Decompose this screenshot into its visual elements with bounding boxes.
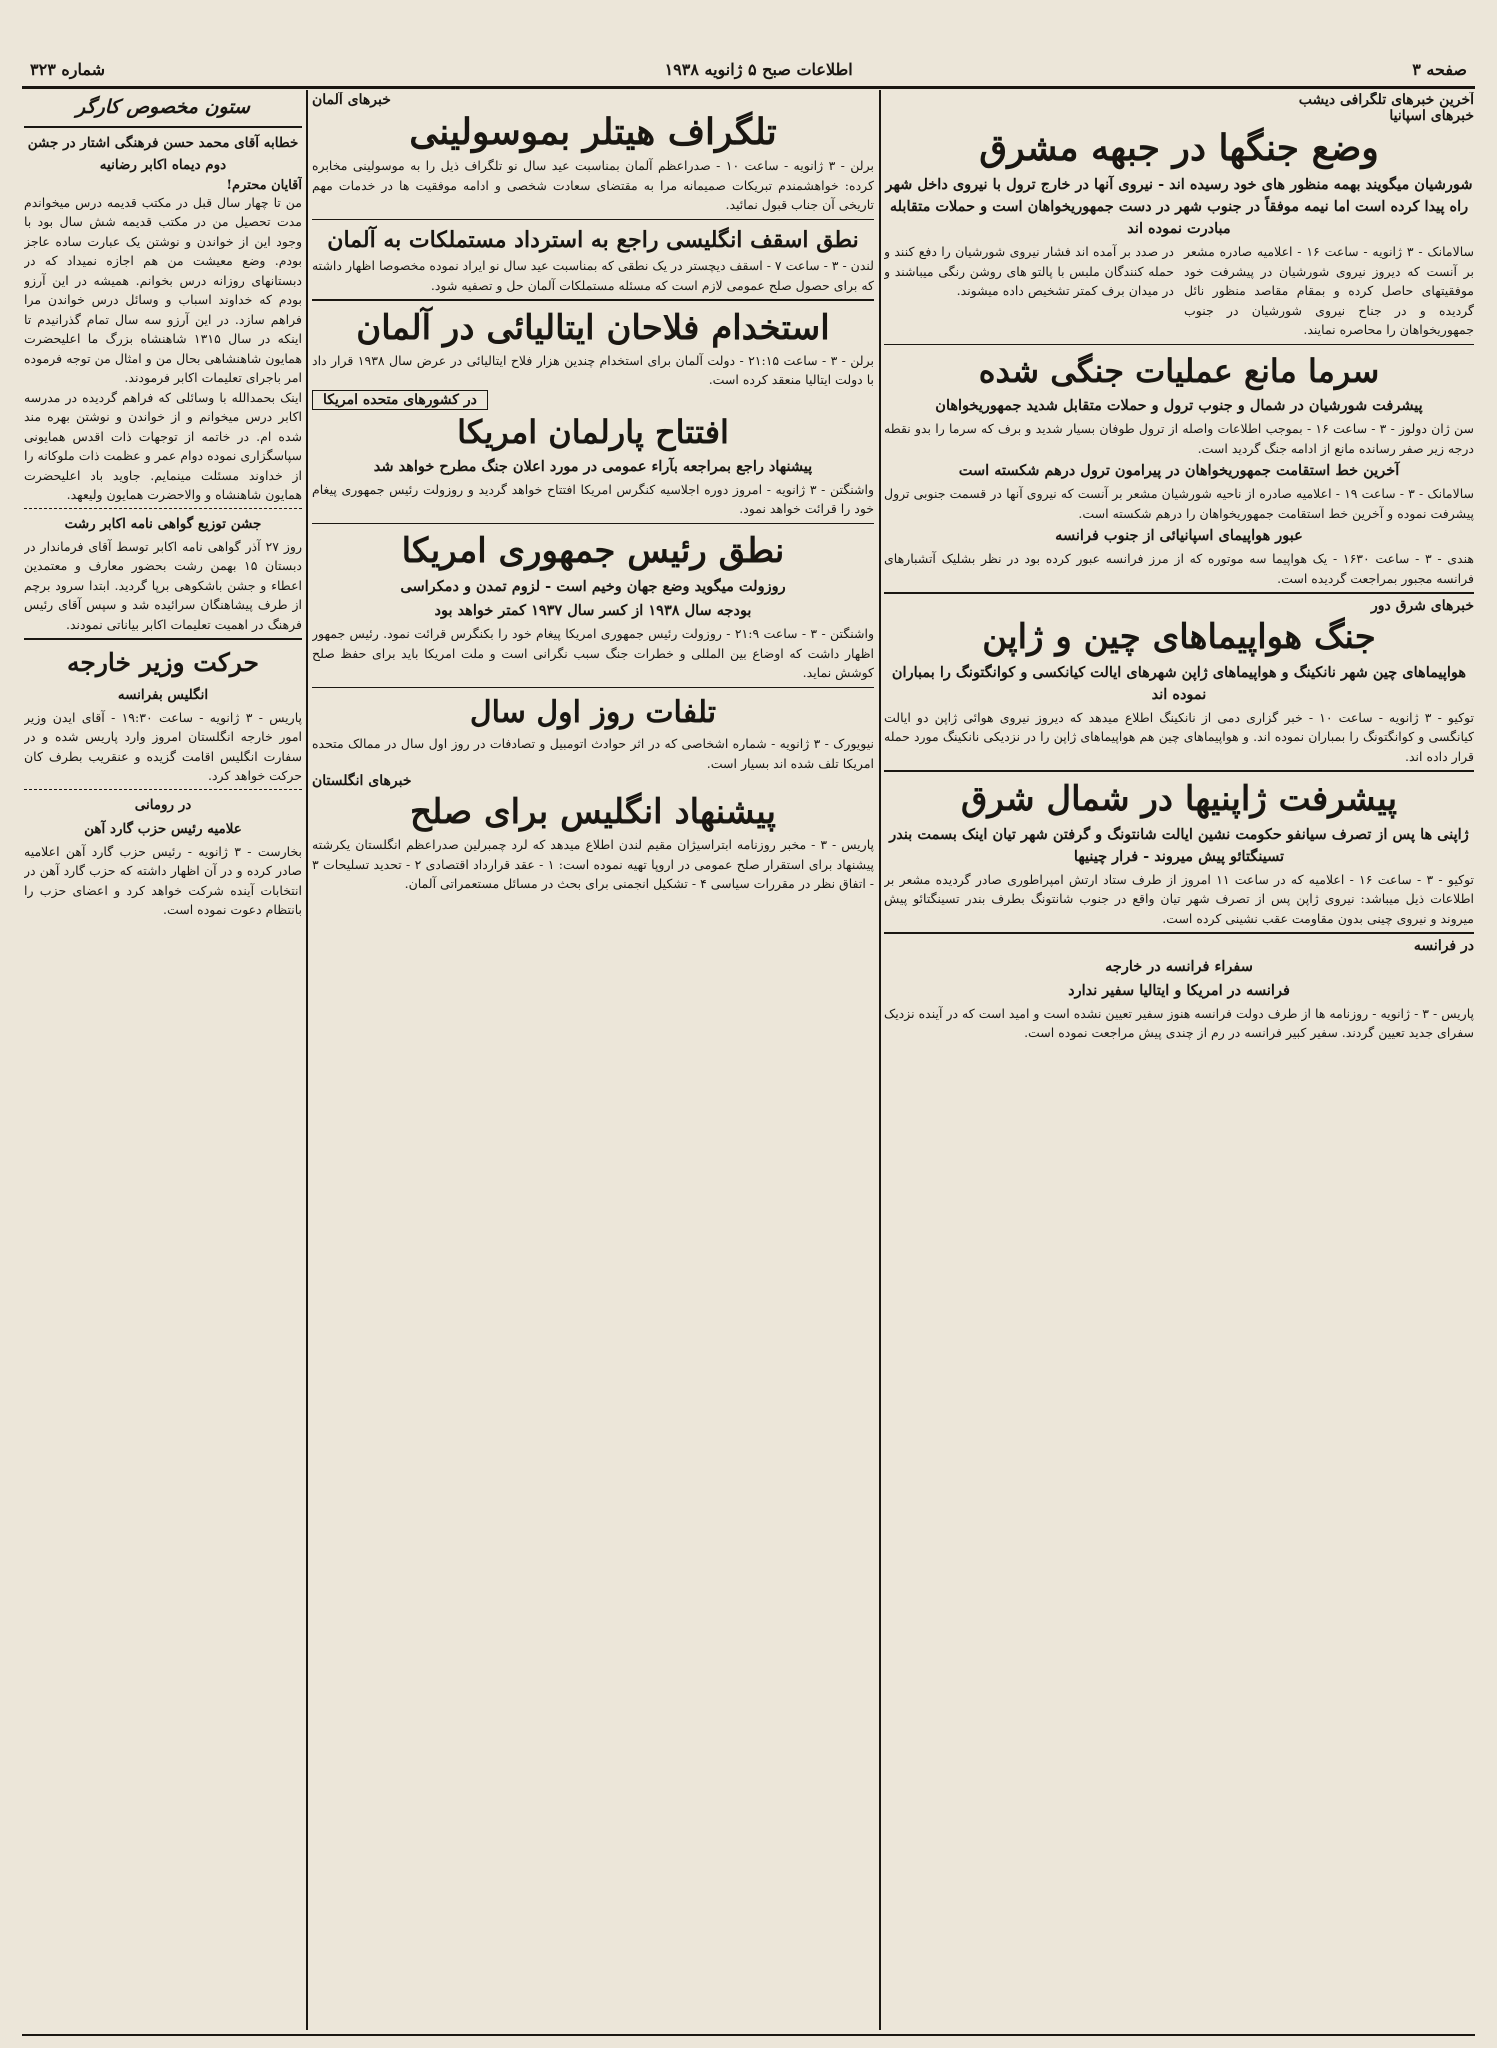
left-column bbox=[24, 92, 302, 2042]
headline-bishop-speech: نطق اسقف انگلیسی راجع به استرداد مستملکات به آلمان bbox=[327, 227, 859, 253]
divider bbox=[884, 770, 1474, 772]
divider bbox=[24, 789, 302, 791]
divider bbox=[24, 508, 302, 510]
story-plane: هندی - ۳ - ساعت ۱۶۳۰ - یک هواپیما سه موتوره که از مرز فرانسه عبور کرده بود در نظر بشلیک آتشبارهای فرانسه مجبور بمراجعت گردیده است. bbox=[884, 551, 1474, 586]
subhead-no-ambassador: فرانسه در امریکا و ایتالیا سفیر ندارد bbox=[1068, 981, 1290, 999]
headline-air-war: جنگ هواپیماهای چین و ژاپن bbox=[982, 616, 1376, 657]
subhead-budget: بودجه سال ۱۹۳۸ از کسر سال ۱۹۳۷ کمتر خواهد بود bbox=[434, 602, 752, 619]
headline-foreign-minister: حرکت وزیر خارجه bbox=[66, 647, 259, 677]
story-iron-guard: بخارست - ۳ ژانویه - رئیس حزب گارد آهن اعلامیه صادر کرده و در آن اظهار داشته که حزب گارد آهن در انتخابات آینده شرکت خواهد کرد و اعضای حزب را بانتظام دعوت نموده است. bbox=[24, 843, 302, 917]
subhead-congress: پیشنهاد راجع بمراجعه بآراء عمومی در مورد اعلان جنگ مطرح خواهد شد bbox=[373, 457, 813, 475]
divider bbox=[24, 126, 302, 128]
column-rule-right bbox=[879, 90, 881, 2030]
subhead-plane: عبور هواپیمای اسپانیائی از جنوب فرانسه bbox=[1055, 527, 1303, 544]
masthead-rule bbox=[22, 86, 1475, 89]
divider bbox=[312, 687, 874, 689]
headline-peace-proposal: پیشنهاد انگلیس برای صلح bbox=[410, 792, 776, 832]
headline-italian-farmers: استخدام فلاحان ایتالیائی در آلمان bbox=[356, 307, 830, 348]
divider bbox=[884, 344, 1474, 346]
story-peace-proposal: پاریس - ۳ - مخبر روزنامه ابتراسیژان مقیم لندن اطلاع میدهد که لرد چمبرلین صدراعظم انگلستان یکرشته پیشنهاد برای استقرار صلح عمومی در اروپا تهیه نموده است: ۱ - عقد قرارداد اقتصادی ۲ - تحدید تسلیحات ۳ - اتفاق نظر در مقررات سیاسی ۴ - تشکیل انجمنی برای بحث در مسائل مستعمراتی آلمان. bbox=[312, 837, 874, 891]
story-last-line: سالامانک - ۳ - ساعت ۱۹ - اعلامیه صادره از ناحیه شورشیان مشعر بر آنست که نیروی آنها در قسمت جنوبی ترول پیشرفت نموده و آخرین خط استقامت جمهوریخواهان را درهم شکسته است. bbox=[884, 486, 1474, 521]
story-foreign-minister: پاریس - ۳ ژانویه - ساعت ۱۹:۳۰ - آقای ایدن وزیر امور خارجه انگلستان امروز وارد پاریس شده و در سفارت انگلیس اقامت گزیده و عنقریب بطرف کان حرکت خواهد کرد. bbox=[24, 709, 302, 783]
story-bishop-speech: لندن - ۳ - ساعت ۷ - اسقف دیچستر در یک نطقی که بمناسبت عید سال نو ایراد نموده مخصوصا اظهار داشته که برای حصول صلح عمومی لازم است که مسئله مستملکات آلمان حل و تصفیه شود. bbox=[312, 258, 874, 293]
story-eastern-front-a: سالامانک - ۳ ژانویه - ساعت ۱۶ - اعلامیه صادره مشعر بر آنست که دیروز نیروی شورشیان در پیشرفت خود موفقیتهای حاصل کرده و بمقام مقاصد منظور نائل گردیده و در جناح نیروی شورشیان در جنوب جمهوریخواهان را محاصره نمایند. bbox=[1184, 244, 1474, 337]
section-spain: خبرهای اسپانیا bbox=[1389, 108, 1474, 124]
letter-title: خطابه آقای محمد حسن فرهنگی اشتار در جشن دوم دیماه اکابر رضانیه bbox=[27, 134, 299, 173]
headline-casualties: تلفات روز اول سال bbox=[469, 695, 717, 730]
headline-hitler-telegram: تلگراف هیتلر بموسولینی bbox=[409, 111, 777, 153]
section-france: در فرانسه bbox=[1413, 937, 1474, 954]
masthead bbox=[30, 56, 1467, 82]
divider bbox=[884, 592, 1474, 594]
section-england: خبرهای انگلستان bbox=[312, 773, 412, 789]
bottom-rule bbox=[22, 2034, 1475, 2036]
headline-japan-advance: پیشرفت ژاپنیها در شمال شرق bbox=[960, 778, 1398, 819]
story-roosevelt: واشنگتن - ۳ - ساعت ۲۱:۹ - روزولت رئیس جمهوری امریکا پیغام خود را بکنگرس قرائت نمود. رئیس جمهور اظهار داشت که اوضاع بین المللی و خطرات جنگ سبب نگرانی است و ملت امریکا باید برای حفظ صلح کوشش نماید. bbox=[312, 626, 874, 680]
divider bbox=[312, 299, 874, 301]
subhead-japan-advance: ژاپنی ها پس از تصرف سیانفو حکومت نشین ایالت شانتونگ و گرفتن شهر تیان اینک بسمت بندر تسینگتائو پیش میروند - فرار چینیها bbox=[889, 825, 1469, 865]
story-cold: سن ژان دولوز - ۳ - ساعت ۱۶ - بموجب اطلاعات واصله از ترول طوفان بسیار شدید و برف که سرما را بدو نقطه درجه زیر صفر رسانده مانع از ادامه جنگ گردید است. bbox=[884, 421, 1474, 456]
story-rasht: روز ۲۷ آذر گواهی نامه اکابر توسط آقای فرماندار در دبستان ۱۵ بهمن رشت بحضور معارف و معتمدین اعطاء و جشن باشکوهی برپا گردید. ابتدا سرود برچم از طرف پیشاهنگان سرائیده شد و سپس آقای رئیس فرهنگ در اهمیت تعلیمات اکابر بیاناتی نمودند. bbox=[24, 538, 302, 632]
subhead-air-war: هواپیماهای چین شهر نانکینگ و هواپیماهای ژاپن شهرهای ایالت کیانکسی و کوانگتونگ را بمباران نموده اند bbox=[891, 663, 1467, 703]
subhead-cold: پیشرفت شورشیان در شمال و جنوب ترول و حملات متقابل شدید جمهوریخواهان bbox=[935, 397, 1423, 414]
story-casualties: نیویورک - ۳ ژانویه - شماره اشخاصی که در اثر حوادث اتومبیل و تصادفات در روز اول سال در ممالک متحده امریکا تلف شده اند بسیار است. bbox=[312, 736, 874, 771]
middle-column bbox=[312, 92, 874, 2042]
story-congress: واشنگتن - ۳ ژانویه - امروز دوره اجلاسیه کنگرس امریکا افتتاح خواهد گردید و روزولت رئیس جمهوری پیغام خود را قرائت خواهد نمود. bbox=[312, 481, 874, 516]
headline-congress: افتتاح پارلمان امریکا bbox=[457, 412, 729, 451]
right-column bbox=[884, 92, 1474, 2042]
headline-roosevelt: نطق رئیس جمهوری امریکا bbox=[401, 531, 785, 571]
divider bbox=[312, 219, 874, 221]
subhead-eastern-front: شورشیان میگویند بهمه منظور های خود رسیده اند - نیروی آنها در خارج ترول با نیروی داخل شهر راه پیدا کرده است اما نیمه موفقاً در جنوب شهر در دست جمهوریخواهان است و حملات متقابله مبادرت نموده اند bbox=[885, 176, 1473, 237]
speech-body-1: من تا چهار سال قبل در مکتب قدیمه درس میخواندم مدت تحصیل من در مکتب قدیمه شش سال بود با وجود این از خواندن و نوشتن یک عبارت ساده عاجز بودم. وضع معیشت من هم اجازه نمیداد که در دبستانهای روزانه درس بخوانم. همیشه در این آرزو بودم که خداوند اسباب و وسائل درس خواندن مرا فراهم سازد. در این آرزو سه سال تمام گذرانیدم تا اینکه در سال ۱۳۱۵ شاهنشاه بزرگ ما اعلیحضرت همایون شاهنشاهی بحال من و امثال من توجه فرموده امر باجرای تعلیمات اکابر فرمودند. bbox=[24, 194, 302, 385]
section-germany: خبرهای آلمان bbox=[312, 92, 391, 108]
subhead-iron-guard: علامیه رئیس حزب گارد آهن bbox=[84, 820, 242, 837]
paper-date: اطلاعات صبح ۵ ژانویه ۱۹۳۸ bbox=[664, 59, 853, 79]
headline-eastern-front: وضع جنگها در جبهه مشرق bbox=[979, 127, 1379, 169]
subhead-england-france: انگلیس بفرانسه bbox=[117, 686, 209, 703]
story-eastern-front bbox=[884, 242, 1474, 340]
subhead-rasht: جشن توزیع گواهی نامه اکابر رشت bbox=[64, 515, 262, 532]
page-label: صفحه ۳ bbox=[1412, 59, 1467, 79]
subhead-romania: در رومانی bbox=[134, 796, 192, 813]
story-eastern-front-b: در صدد بر آمده اند فشار نیروی شورشیان را دفع کنند و حمله کنندگان ملبس با پالتو های روشن رنگی میباشند و در میدان برف کمتر تشخیص داده میشوند. bbox=[884, 244, 1174, 298]
story-italian-farmers: برلن - ۳ - ساعت ۲۱:۱۵ - دولت آلمان برای استخدام چندین هزار فلاح ایتالیائی در عرض سال ۱۹۳۸ قرار داد با دولت ایتالیا منعقد کرده است. bbox=[312, 352, 874, 387]
salutation: آقایان محترم! bbox=[226, 177, 302, 193]
right-kicker: آخرین خبرهای تلگرافی دیشب bbox=[1298, 92, 1474, 108]
column-title: ستون مخصوص کارگر bbox=[76, 96, 250, 118]
speech-body-2: اینک بحمدالله با وسائلی که فراهم گردیده در مدرسه اکابر درس میخوانم و از خواندن و نوشتن بهره مند شده ام. در خاتمه از توجهات ذات اقدس همایونی سپاسگزاری نموده دوام عمر و عظمت ذات ملوکانه را از خداوند مسئلت مینمایم. جاوید باد اعلیحضرت همایون شاهنشاه و والاحضرت همایون ولیعهد. bbox=[24, 389, 302, 502]
story-ambassadors: پاریس - ۳ - ژانویه - روزنامه ها از طرف دولت فرانسه هنوز سفیر تعیین نشده است و امید است که در آینده نزدیک سفرای جدید تعیین گردند. سفیر کبیر فرانسه در رم از چندی پیش مراجعت نموده است. bbox=[884, 1005, 1474, 1040]
section-far-east: خبرهای شرق دور bbox=[1370, 597, 1474, 614]
story-japan-advance: توکیو - ۳ - ساعت ۱۶ - اعلامیه که در ساعت ۱۱ امروز از طرف ستاد ارتش امپراطوری صادر گردیده مشعر بر اطلاعات ذیل میباشد: نیروی ژاپن پس از تصرف شهر تیان واقع در جنوب شانتونگ بطرف بندر تسینگتائو پیش میروند و نیروی چینی بدون مقاومت عقب نشینی کرده است. bbox=[884, 871, 1474, 926]
issue-label: شماره ۳۲۳ bbox=[30, 59, 105, 79]
subhead-roosevelt: روزولت میگوید وضع جهان وخیم است - لزوم تمدن و دمکراسی bbox=[400, 578, 786, 595]
column-rule-left bbox=[306, 90, 308, 2030]
headline-cold: سرما مانع عملیات جنگی شده bbox=[978, 352, 1380, 390]
story-air-war: توکیو - ۳ ژانویه - ساعت ۱۰ - خبر گزاری دمی از نانکینگ اطلاع میدهد که دیروز نیروی هوائی ژاپن دو ایالت کیانگسی و کوانگتونگ را بمباران نموده اند. و هواپیماهای چین هم هواپیماهای ژاپن را در نزدیکی نانکینگ مورد حمله قرار داده اند. bbox=[884, 709, 1474, 764]
divider bbox=[884, 932, 1474, 934]
subhead-last-line: آخرین خط استقامت جمهوریخواهان در پیرامون ترول درهم شکسته است bbox=[958, 462, 1400, 479]
subhead-ambassadors: سفراء فرانسه در خارجه bbox=[1105, 957, 1253, 975]
divider bbox=[24, 638, 302, 640]
divider bbox=[312, 523, 874, 525]
section-usa: در کشورهای متحده امریکا bbox=[312, 390, 874, 410]
story-hitler-telegram: برلن - ۳ ژانویه - ساعت ۱۰ - صدراعظم آلمان بمناسبت عید سال نو تلگراف ذیل را به موسولینی مخابره کرده: خواهشمندم تبریکات صمیمانه مرا به مقتضای سعادت شخصی و ادامه موفقیت ها در خدمات مهم تاریخی آن جناب قبول نمائید. bbox=[312, 158, 874, 212]
